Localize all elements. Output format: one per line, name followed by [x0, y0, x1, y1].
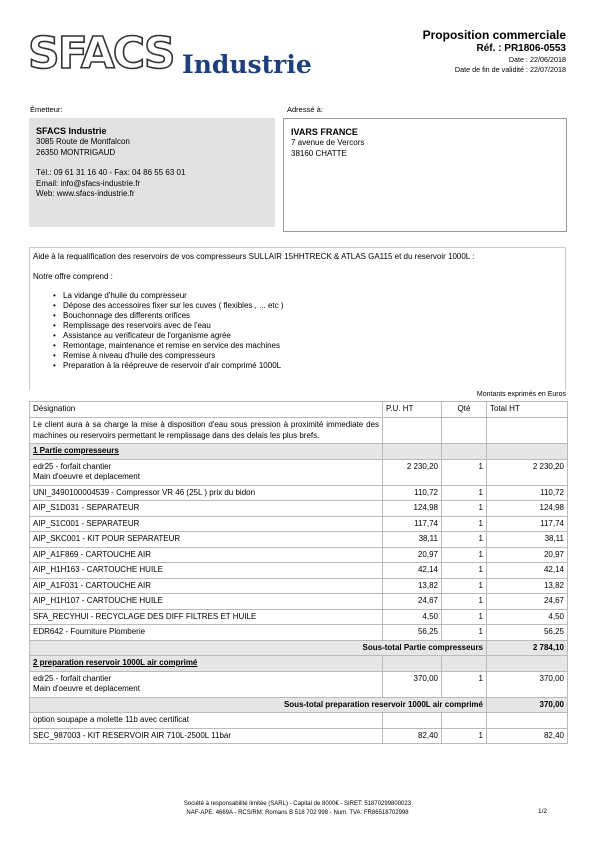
item-designation-line: AIP_A1F031 - CARTOUCHE AIR	[33, 580, 151, 590]
item-designation	[30, 671, 383, 697]
option-text: option soupape a molette 11b avec certificat	[30, 713, 383, 729]
table-row	[30, 459, 568, 485]
emitter-label: Émetteur:	[30, 105, 63, 114]
item-quantity: 1	[442, 532, 487, 548]
subtotal-row	[30, 640, 568, 656]
item-quantity: 1	[442, 547, 487, 563]
document-date: Date : 22/06/2018	[508, 55, 566, 64]
item-designation-line: edr25 - forfait chantier	[33, 673, 112, 683]
subtotal-label: Sous-total preparation reservoir 1000L air comprimé	[30, 697, 487, 713]
item-designation	[30, 625, 383, 641]
item-quantity: 1	[442, 671, 487, 697]
item-designation	[30, 485, 383, 501]
bullet-item: • Remise à niveau d'huile des compresseurs	[63, 351, 562, 361]
item-designation	[30, 563, 383, 579]
subtotal-value: 370,00	[487, 697, 568, 713]
item-designation-line: AIP_A1F869 - CARTOUCHE AIR	[33, 549, 151, 559]
item-total: 370,00	[487, 671, 568, 697]
emitter-box	[29, 118, 275, 227]
item-quantity: 1	[442, 728, 487, 744]
item-unit-price: 4,50	[383, 609, 442, 625]
option-rows	[30, 728, 568, 744]
footer-line1: Société à responsabilité limitée (SARL) - Capital de 8000€ - SIRET: 51870299800023	[183, 801, 412, 807]
item-unit-price: 117,74	[383, 516, 442, 532]
item-unit-price: 110,72	[383, 485, 442, 501]
table-row	[30, 485, 568, 501]
item-quantity: 1	[442, 578, 487, 594]
table-row	[30, 594, 568, 610]
item-designation-line: AIP_S1C001 - SEPARATEUR	[33, 518, 140, 528]
item-unit-price: 38,11	[383, 532, 442, 548]
emitter-name: SFACS Industrie	[36, 126, 107, 136]
item-designation	[30, 609, 383, 625]
item-total: 42,14	[487, 563, 568, 579]
intro-offer-heading: Notre offre comprend :	[33, 271, 113, 281]
bullet-item: • Remontage, maintenance et remise en service des machines	[63, 341, 562, 351]
offer-introduction	[29, 247, 566, 390]
legal-footer	[0, 800, 595, 817]
bullet-item: • La vidange d'huile du compresseur	[63, 291, 562, 301]
intro-line: Aide à la requalification des reservoirs de vos compresseurs SULLAIR 15HHTRECK & ATLAS GA115 et du reservoir 1000L :	[33, 252, 475, 261]
currency-note: Montants exprimés en Euros	[476, 391, 566, 398]
emitter-web: Web: www.sfacs-industrie.fr	[36, 189, 135, 198]
preamble-text: Le client aura à sa charge la mise à disposition d'eau sous pression à proximité immediate des machines ou reservoirs permettant le remplissage dans des delais les plus brefs.	[30, 418, 383, 444]
item-designation	[30, 728, 383, 744]
page-number: 1/2	[537, 808, 547, 815]
subtotal-value: 2 784,10	[487, 640, 568, 656]
item-unit-price: 2 230,20	[383, 459, 442, 485]
offer-bullet-list	[33, 291, 562, 371]
item-total: 20,97	[487, 547, 568, 563]
table-row	[30, 501, 568, 517]
bullet-item: • Preparation à la réépreuve de reservoir d'air comprimé 1000L	[63, 361, 562, 371]
recipient-address-line2: 38160 CHATTE	[291, 148, 347, 158]
items-table	[29, 401, 568, 744]
item-quantity: 1	[442, 459, 487, 485]
item-designation-line: AIP_H1H107 - CARTOUCHE HUILE	[33, 596, 163, 605]
item-designation	[30, 547, 383, 563]
item-quantity: 1	[442, 609, 487, 625]
table-row	[30, 532, 568, 548]
item-total: 82,40	[487, 728, 568, 744]
item-designation	[30, 578, 383, 594]
item-unit-price: 24,67	[383, 594, 442, 610]
section2-rows	[30, 671, 568, 697]
item-quantity: 1	[442, 563, 487, 579]
item-designation-line: AIP_S1D031 - SEPARATEUR	[33, 503, 140, 512]
table-row	[30, 547, 568, 563]
option-row	[30, 713, 568, 729]
item-designation-line: AIP_SKC001 - KIT POUR SEPARATEUR	[33, 534, 181, 543]
table-row	[30, 728, 568, 744]
table-row	[30, 418, 568, 444]
document-reference: Réf. : PR1806-0553	[476, 43, 566, 54]
item-quantity: 1	[442, 485, 487, 501]
item-total: 24,67	[487, 594, 568, 610]
item-designation-line: EDR642 - Fourniture Plomberie	[33, 627, 146, 636]
item-description-line: Main d'oeuvre et deplacement	[33, 472, 140, 481]
item-unit-price: 82,40	[383, 728, 442, 744]
header-designation: Désignation	[30, 402, 383, 418]
item-quantity: 1	[442, 516, 487, 532]
item-total: 2 230,20	[487, 459, 568, 485]
item-total: 124,98	[487, 501, 568, 517]
item-unit-price: 370,00	[383, 671, 442, 697]
bullet-item: • Remplissage des reservoirs avec de l'eau	[63, 321, 562, 331]
item-quantity: 1	[442, 625, 487, 641]
document-header	[423, 28, 566, 75]
section-title: 2 preparation reservoir 1000L air comprimé	[30, 656, 383, 672]
bullet-item: • Bouchonnage des differents orifices	[63, 311, 562, 321]
item-total: 117,74	[487, 516, 568, 532]
item-designation-line: AIP_H1H163 - CARTOUCHE HUILE	[33, 565, 163, 574]
table-row	[30, 563, 568, 579]
table-row	[30, 578, 568, 594]
table-row	[30, 609, 568, 625]
header-unit-price: P.U. HT	[383, 402, 442, 418]
item-designation-line: SEC_987003 - KIT RESERVOIR AIR 710L-2500L 11bar	[33, 730, 232, 740]
item-designation-line: edr25 - forfait chantier	[33, 461, 112, 471]
recipient-box	[283, 118, 567, 232]
emitter-email: Email: info@sfacs-industrie.fr	[36, 178, 141, 188]
item-total: 56,25	[487, 625, 568, 641]
logo-sfacs-text: SFACS	[28, 28, 174, 79]
item-designation	[30, 532, 383, 548]
recipient-label: Adressé à:	[287, 105, 323, 114]
table-header-row	[30, 402, 568, 418]
document-title: Proposition commerciale	[422, 28, 566, 42]
item-unit-price: 20,97	[383, 547, 442, 563]
company-logo	[28, 30, 318, 90]
table-row	[30, 516, 568, 532]
item-designation-line: SFA_RECYHUI - RECYCLAGE DES DIFF FILTRES ET HUILE	[33, 611, 257, 621]
recipient-address-line1: 7 avenue de Vercors	[291, 138, 365, 147]
item-quantity: 1	[442, 501, 487, 517]
bullet-item: • Dépose des accessoires fixer sur les cuves ( flexibles , ... etc )	[63, 301, 562, 311]
emitter-address-line1: 3085 Route de Montfalcon	[36, 137, 130, 146]
section-title: 1 Partie compresseurs	[30, 444, 383, 460]
item-designation	[30, 501, 383, 517]
bullet-item: • Assistance au verificateur de l'organisme agrée	[63, 331, 562, 341]
header-quantity: Qté	[442, 402, 487, 418]
item-unit-price: 42,14	[383, 563, 442, 579]
item-designation	[30, 459, 383, 485]
item-total: 38,11	[487, 532, 568, 548]
item-quantity: 1	[442, 594, 487, 610]
item-description-line: Main d'oeuvre et deplacement	[33, 684, 140, 693]
recipient-name: IVARS FRANCE	[291, 127, 358, 137]
header-total: Total HT	[487, 402, 568, 418]
footer-line2: NAF-APE: 4669A - RCS/RM: Romans B 518 702 998 - Num. TVA: FR86518702998	[186, 809, 409, 816]
table-row	[30, 671, 568, 697]
emitter-phone: Tél.: 09 61 31 16 40 - Fax: 04 86 55 63 01	[36, 168, 186, 177]
item-designation	[30, 516, 383, 532]
subtotal-row	[30, 697, 568, 713]
emitter-address-line2: 26350 MONTRIGAUD	[36, 147, 116, 157]
item-unit-price: 124,98	[383, 501, 442, 517]
section1-rows	[30, 459, 568, 640]
item-unit-price: 13,82	[383, 578, 442, 594]
item-designation	[30, 594, 383, 610]
item-total: 110,72	[487, 485, 568, 501]
section-header-row	[30, 656, 568, 672]
logo-industrie-text: Industrie	[182, 50, 312, 79]
validity-date: Date de fin de validité : 22/07/2018	[454, 65, 566, 74]
item-designation-line: UNI_3490100004539 - Compressor VR 46 (25L ) prix du bidon	[33, 487, 256, 497]
table-row	[30, 625, 568, 641]
item-total: 4,50	[487, 609, 568, 625]
section-header-row	[30, 444, 568, 460]
item-total: 13,82	[487, 578, 568, 594]
subtotal-label: Sous-total Partie compresseurs	[30, 640, 487, 656]
item-unit-price: 56,25	[383, 625, 442, 641]
